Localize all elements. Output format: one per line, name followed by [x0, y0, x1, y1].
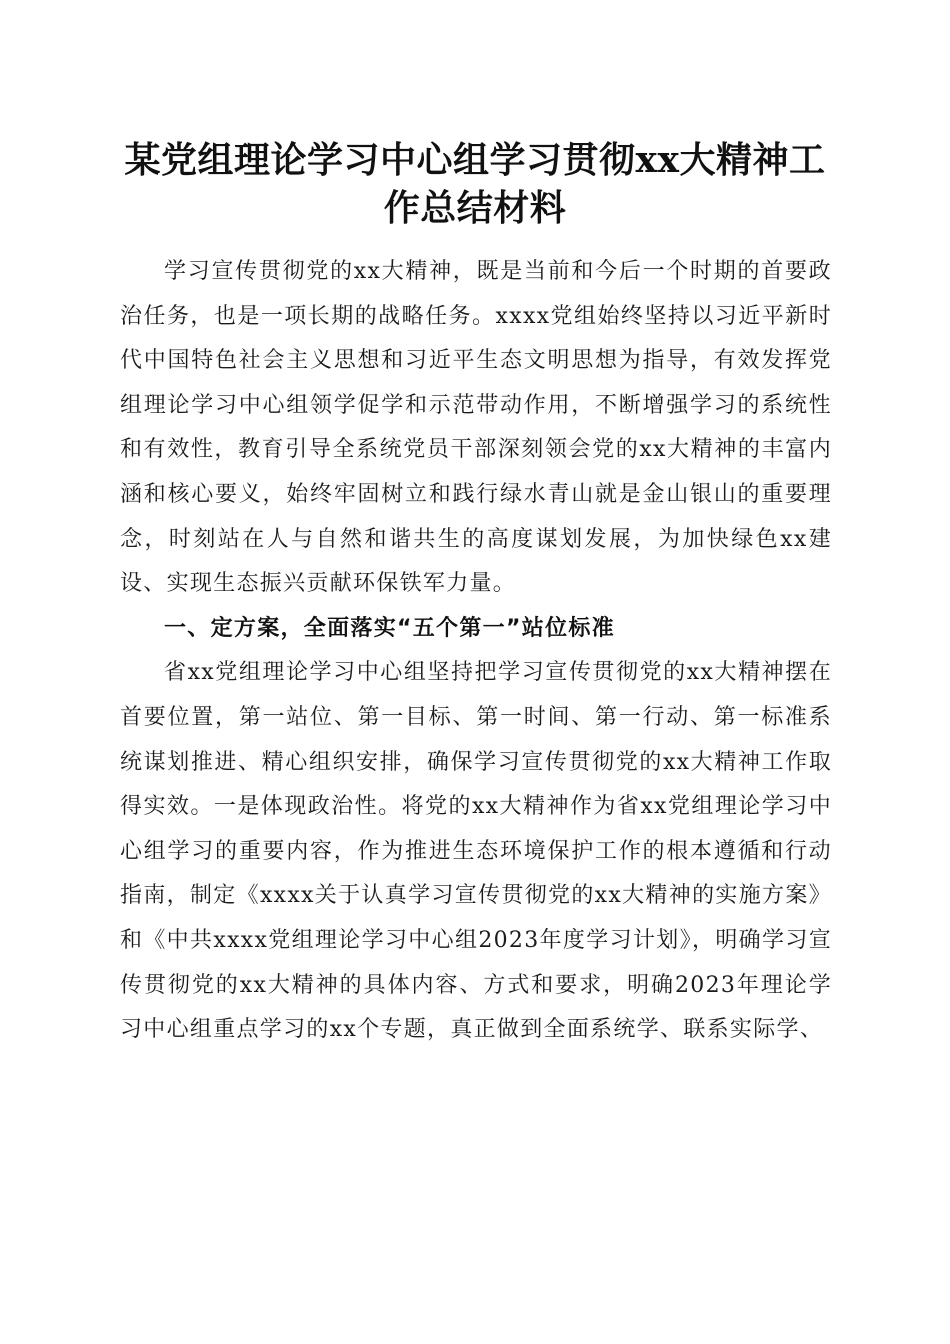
- section-1-paragraph: 省xx党组理论学习中心组坚持把学习宣传贯彻党的xx大精神摆在首要位置，第一站位、第一目标、第一时间、第一行动、第一标准系统谋划推进、精心组织安排，确保学习宣传贯彻党的xx大精神工作取得实效。一是体现政治性。将党的xx大精神作为省xx党组理论学习中心组学习的重要内容，作为推进生态环境保护工作的根本遵循和行动指南，制定《xxxx关于认真学习宣传贯彻党的xx大精神的实施方案》和《中共xxxx党组理论学习中心组2023年度学习计划》，明确学习宣传贯彻党的xx大精神的具体内容、方式和要求，明确2023年理论学习中心组重点学习的xx个专题，真正做到全面系统学、联系实际学、: [120, 660, 832, 1043]
- document-body: [120, 250, 832, 1053]
- document-title: [100, 136, 850, 232]
- title-line-1: 某党组理论学习中心组学习贯彻xx大精神工: [124, 139, 826, 181]
- section-heading-1: 一、定方案，全面落实“五个第一”站位标准: [164, 615, 615, 641]
- intro-paragraph: 学习宣传贯彻党的xx大精神，既是当前和今后一个时期的首要政治任务，也是一项长期的战略任务。xxxx党组始终坚持以习近平新时代中国特色社会主义思想和习近平生态文明思想为指导，有效发挥党组理论学习中心组领学促学和示范带动作用，不断增强学习的系统性和有效性，教育引导全系统党员干部深刻领会党的xx大精神的丰富内涵和核心要义，始终牢固树立和践行绿水青山就是金山银山的重要理念，时刻站在人与自然和谐共生的高度谋划发展，为加快绿色xx建设、实现生态振兴贡献环保铁军力量。: [120, 259, 832, 597]
- title-line-2: 作总结材料: [383, 187, 567, 229]
